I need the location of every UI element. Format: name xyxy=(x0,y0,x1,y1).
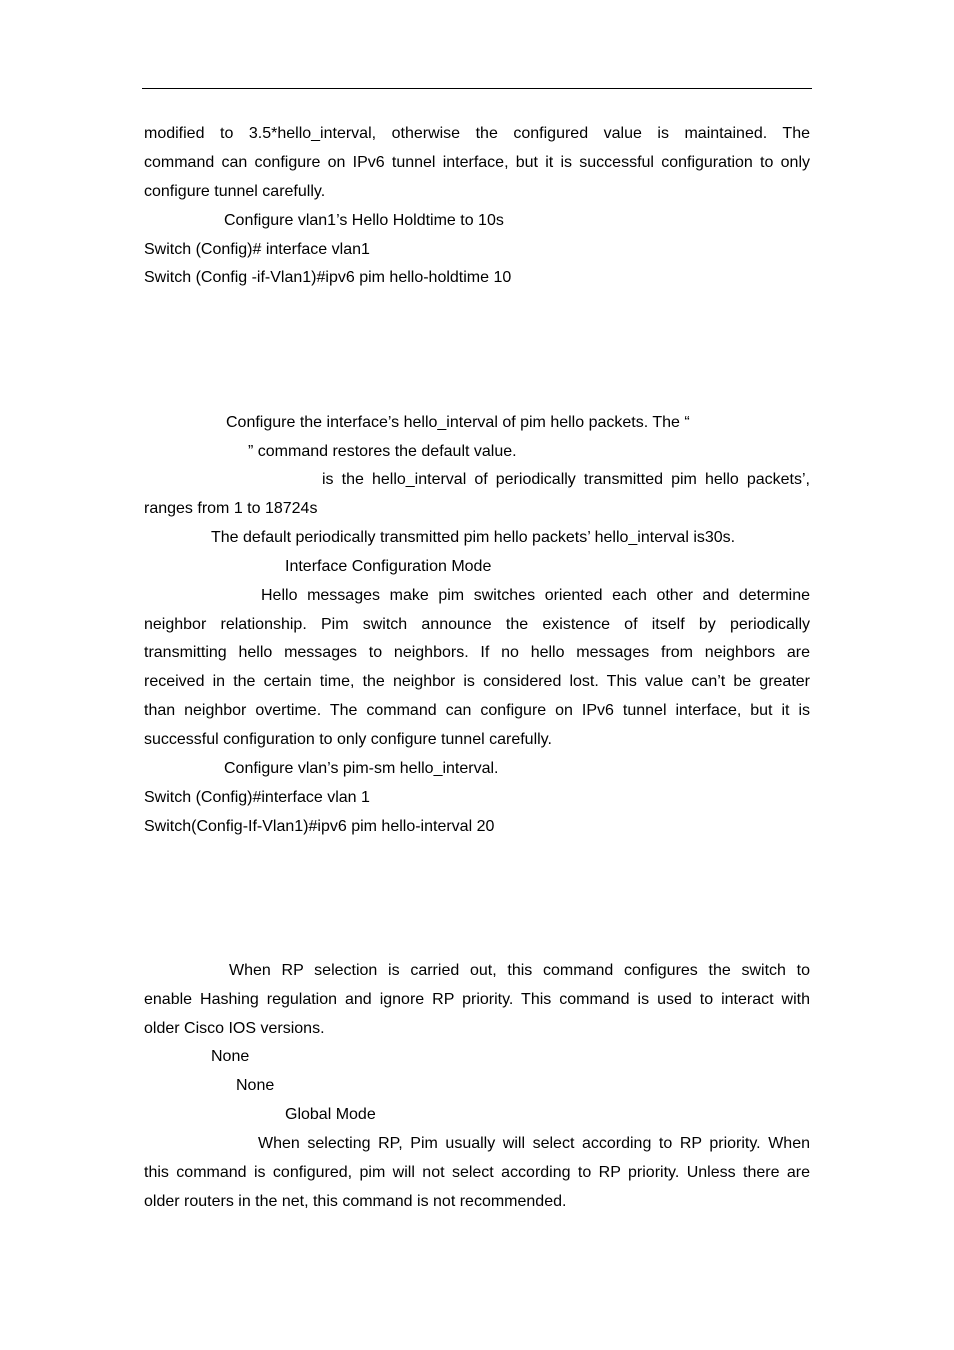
usage-line: older routers in the net, this command is not recommended. xyxy=(144,1193,567,1210)
default-text: The default periodically transmitted pim hello packets’ hello_interval is30s. xyxy=(211,529,736,546)
command-line: Switch(Config-If-Vlan1)#ipv6 pim hello-interval 20 xyxy=(144,818,495,835)
usage-line: When selecting RP, Pim usually will select according to RP priority. When xyxy=(258,1135,810,1152)
parameter-text: None xyxy=(211,1048,250,1065)
parameter-text: ranges from 1 to 18724s xyxy=(144,500,318,517)
usage-line: than neighbor overtime. The command can configure on IPv6 tunnel interface, but it is xyxy=(144,702,810,719)
usage-line: received in the certain time, the neighbor is considered lost. This value can’t be greater xyxy=(144,673,810,690)
function-text: Configure the interface’s hello_interval of pim hello packets. The “ xyxy=(226,414,690,431)
command-line: Switch (Config)# interface vlan1 xyxy=(144,241,370,258)
command-line: Switch (Config)#interface vlan 1 xyxy=(144,789,370,806)
default-text: None xyxy=(236,1077,275,1094)
usage-line: Hello messages make pim switches oriented each other and determine xyxy=(261,587,810,604)
paragraph-line: configure tunnel carefully. xyxy=(144,183,326,200)
example-text: Configure vlan’s pim-sm hello_interval. xyxy=(224,760,499,777)
usage-line: successful configuration to only configure tunnel carefully. xyxy=(144,731,552,748)
parameter-text: is the hello_interval of periodically transmitted pim hello packets’, xyxy=(322,471,810,488)
header-rule xyxy=(142,88,812,89)
paragraph-line: modified to 3.5*hello_interval, otherwise the configured value is maintained. The xyxy=(144,125,810,142)
paragraph-line: command can configure on IPv6 tunnel interface, but it is successful configuration to only xyxy=(144,154,810,171)
usage-line: neighbor relationship. Pim switch announce the existence of itself by periodically xyxy=(144,616,810,633)
example-text: Configure vlan1’s Hello Holdtime to 10s xyxy=(224,212,504,229)
mode-text: Interface Configuration Mode xyxy=(285,558,492,575)
function-line: older Cisco IOS versions. xyxy=(144,1020,325,1037)
usage-line: this command is configured, pim will not select according to RP priority. Unless there are xyxy=(144,1164,810,1181)
function-line: enable Hashing regulation and ignore RP priority. This command is used to interact with xyxy=(144,991,810,1008)
function-line: When RP selection is carried out, this command configures the switch to xyxy=(229,962,810,979)
usage-line: transmitting hello messages to neighbors. If no hello messages from neighbors are xyxy=(144,644,810,661)
command-line: Switch (Config -if-Vlan1)#ipv6 pim hello-holdtime 10 xyxy=(144,269,512,286)
mode-text: Global Mode xyxy=(285,1106,376,1123)
function-text: ” command restores the default value. xyxy=(248,443,517,460)
